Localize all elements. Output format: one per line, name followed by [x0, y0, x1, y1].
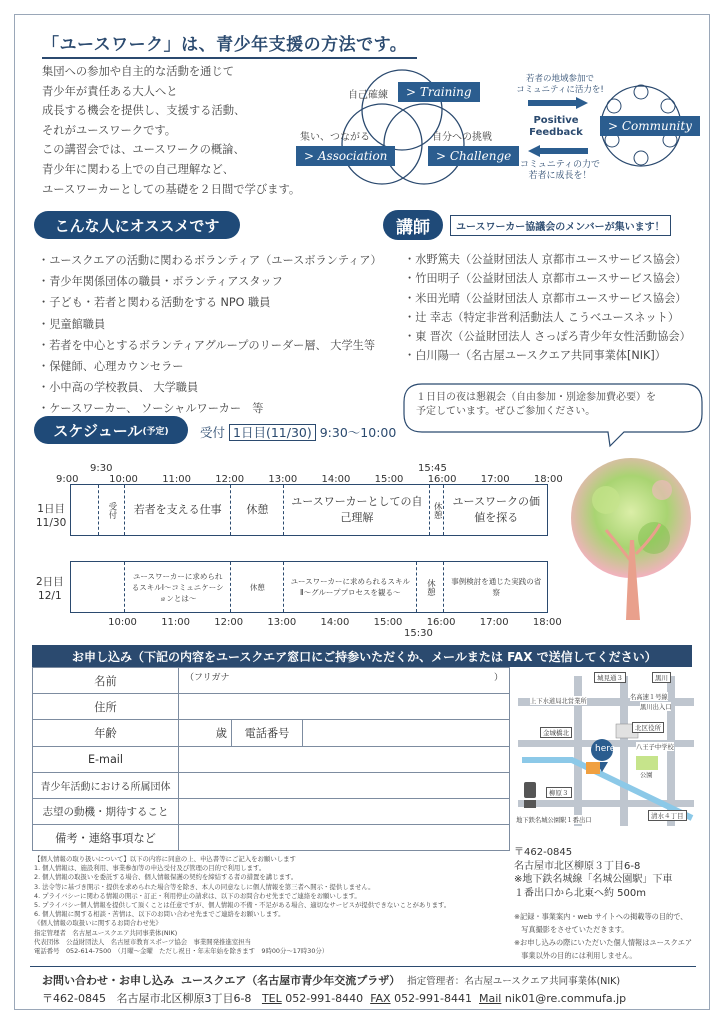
field-label-name: 名前 [33, 668, 179, 694]
address-field[interactable] [179, 694, 510, 720]
arrow-right-icon [528, 97, 588, 109]
time-tick-label: 13:00 [267, 617, 297, 628]
tree-illustration [566, 450, 696, 640]
schedule-cell: 受付 [98, 485, 125, 535]
time-tick-label: 17:00 [480, 474, 510, 485]
venn-label-challenge: 自分への挑戦 [432, 132, 492, 143]
list-item: ・水野篤夫（公益財団法人 京都市ユースサービス協会） [404, 253, 687, 266]
time-tick-label: 12:00 [214, 617, 244, 628]
notes-field[interactable] [179, 825, 510, 851]
list-item: ・東 晋次（公益財団法人 さっぽろ青少年女性活動協会） [404, 330, 691, 344]
time-mark: 15:30 [404, 628, 433, 639]
intro-line: この講習会では、ユースワークの概論、 [42, 143, 245, 157]
list-item: ・小中高の学校教員、 大学職員 [38, 381, 199, 395]
intro-line: それがユースワークです。 [42, 123, 177, 137]
field-label-address: 住所 [33, 694, 179, 720]
schedule-cell: 事例検討を通じた実践の省察 [443, 562, 549, 612]
tag-challenge: > Challenge [428, 146, 519, 166]
lecturer-badge: ユースワーカー協議会のメンバーが集います！ [450, 215, 671, 236]
age-phone-row [179, 720, 510, 747]
time-tick-label: 16:00 [427, 474, 457, 485]
tag-association: > Association [296, 146, 395, 166]
station-label: 北区役所 [632, 722, 664, 733]
intro-text [42, 62, 332, 199]
time-tick-label: 17:00 [479, 617, 509, 628]
list-item: ・子ども・若者と関わる活動をする NPO 職員 [38, 296, 271, 310]
venn-diagram [338, 60, 508, 190]
day1-label: 1日目 11/30 [36, 503, 67, 529]
time-tick-label: 10:00 [108, 617, 137, 628]
station-label: 清水４丁目 [648, 810, 687, 821]
list-item: ・ケースワーカー、 ソーシャルワーカー 等 [38, 402, 264, 416]
map-label: 八王子中学校 [636, 744, 674, 751]
list-item: ・保健師、心理カウンセラー [38, 360, 184, 374]
footer-line-1: お問い合わせ・お申し込み ユースクエア（名古屋市青少年交流プラザ） 指定管理者：名古屋ユースクエア共同事業体(NIK) [42, 974, 621, 987]
here-marker: here [595, 744, 616, 754]
time-tick-label: 15:00 [374, 474, 404, 485]
intro-line: 青少年が責任ある大人へと [42, 84, 178, 98]
list-item: ・青少年関係団体の職員・ボランティアスタッフ [38, 275, 283, 289]
tag-community: > Community [600, 116, 700, 136]
phone-field[interactable] [303, 720, 509, 746]
schedule-cell: 休憩 [230, 485, 283, 535]
schedule-cell: ユースワークの価値を探る [443, 485, 549, 535]
day1-row [70, 484, 548, 536]
positive-feedback: Positive Feedback [529, 115, 583, 138]
page-title: 「ユースワーク」は、青少年支援の方法です。 [42, 30, 407, 55]
map-label: 名高速１号線 [630, 694, 668, 701]
community-bottom-text: コミュニティの力で 若者に成長を！ [519, 160, 601, 181]
intro-line: 成長する機会を提供し、支援する活動、 [42, 104, 246, 118]
time-mark: 15:45 [418, 463, 447, 474]
arrow-left-icon [528, 145, 588, 157]
schedule-cell: 休憩 [416, 562, 443, 612]
field-label-phone: 電話番号 [232, 720, 303, 746]
time-tick-label: 9:00 [56, 474, 79, 485]
time-tick-label: 15:00 [373, 617, 403, 628]
venn-label-self: 自己確練 [348, 90, 388, 101]
schedule-cell: ユースワーカーとしての自己理解 [283, 485, 429, 535]
field-label-motive: 志望の動機・期待すること [33, 799, 179, 825]
email-link[interactable]: nik01@re.commufa.jp [504, 992, 627, 1005]
email-field[interactable] [179, 747, 510, 773]
org-field[interactable] [179, 773, 510, 799]
time-tick-label: 14:00 [320, 617, 350, 628]
station-label: 黒川 [652, 672, 671, 683]
list-item: ・ユースクエアの活動に関わるボランティア（ユースボランティア） [38, 254, 382, 267]
time-mark: 9:30 [90, 463, 113, 474]
schedule-cell: ユースワーカーに求められるスキルⅡ〜グループプロセスを観る〜 [283, 562, 416, 612]
field-label-email: E-mail [33, 747, 179, 773]
tag-training: > Training [398, 82, 480, 102]
lecturer-heading: 講師 [383, 210, 443, 240]
map-label: 黒川出入口 [640, 704, 672, 711]
form-header: お申し込み（下記の内容をユースクエア窓口にご持参いただくか、メールまたは FAX で送信してください） [32, 645, 692, 667]
field-label-org: 青少年活動における所属団体 [33, 773, 179, 799]
time-tick-label: 14:00 [321, 474, 351, 485]
time-tick-label: 18:00 [532, 617, 562, 628]
map-label: 公園 [640, 772, 653, 779]
list-item: ・若者を中心とするボランティアグループのリーダー層、 大学生等 [38, 338, 376, 352]
application-form [32, 667, 510, 851]
time-tick-label: 11:00 [161, 617, 191, 628]
map-label: 地下鉄名城公園駅１番出口 [516, 817, 592, 824]
intro-line: 青少年に関わる上での自己理解など、 [42, 162, 235, 176]
footer-divider [30, 966, 696, 967]
time-tick-label: 10:00 [109, 474, 138, 485]
schedule-cell: 休憩 [230, 562, 283, 612]
recommend-heading: こんな人にオススメです [34, 211, 240, 239]
name-field[interactable]: （フリガナ ） [179, 668, 510, 694]
intro-line: 集団への参加や自主的な活動を通じて [42, 65, 235, 78]
list-item: ・辻 幸志（特定非営利活動法人 こうべユースネット） [404, 310, 680, 324]
station-label: 城見通３ [594, 672, 626, 683]
intro-line: ユースワーカーとしての基礎を２日間で学びます。 [42, 182, 301, 196]
footer-line-2: 〒462-0845 名古屋市北区柳原3丁目6-8 TEL 052-991-8440 FAX 052-991-8441 Mail nik01@re.commufa.jp [42, 992, 627, 1005]
schedule-cell: 休憩 [429, 485, 442, 535]
notice-text: ※記録・事業案内・web サイトへの掲載等の目的で、 写真撮影をさせていただきます。 ※お申し込みの際にいただいた個人情報はユースクエア 事業以外の目的には利用しません。 [514, 912, 693, 960]
station-label: 柳原３ [546, 787, 572, 798]
time-tick-label: 11:00 [162, 474, 192, 485]
schedule-heading: スケジュール (予定) [34, 416, 188, 444]
recommend-list [38, 250, 382, 420]
list-item: ・白川陽一（名古屋ユースクエア共同事業体[NIK]） [404, 349, 666, 363]
time-tick-label: 18:00 [533, 474, 563, 485]
map-label: 上下水道局北営業所 [530, 698, 587, 705]
time-tick-label: 16:00 [426, 617, 456, 628]
age-field[interactable]: 歳 [179, 720, 232, 746]
community-top-text: 若者の地域参加で コミュニティに活力を! [516, 74, 604, 95]
party-note: １日目の夜は懇親会（自由参加・別途参加費必要）を 予定しています。ぜひご参加ください。 [416, 392, 656, 417]
schedule-cell: 若者を支える仕事 [124, 485, 230, 535]
venn-label-connect: 集い、つながる [300, 132, 370, 143]
list-item: ・竹田明子（公益財団法人 京都市ユースサービス協会） [404, 272, 687, 286]
list-item: ・児童館職員 [38, 317, 106, 331]
time-tick-label: 13:00 [268, 474, 298, 485]
field-label-notes: 備考・連絡事項など [33, 825, 179, 851]
motive-field[interactable] [179, 799, 510, 825]
address-block: 〒462-0845 名古屋市北区柳原３丁目6-8 ※地下鉄名城線「名城公園駅」下車 １番出口から北東へ約 500m [514, 847, 673, 899]
time-tick-label: 12:00 [215, 474, 245, 485]
list-item: ・米田光晴（公益財団法人 京都市ユースサービス協会） [404, 291, 687, 305]
station-label: 金城橋北 [540, 727, 572, 738]
reception-info: 受付 1日目(11/30) 9:30〜10:00 [200, 425, 397, 440]
field-label-age: 年齢 [33, 720, 179, 747]
day2-label: 2日目 12/1 [36, 576, 64, 602]
privacy-text: 【個人情報の取り扱いについて】以下の内容に同意の上、申込書等にご記入をお願いします 1. 個人情報は、施設利用、事業参加等の申込受付及び管理の目的で利用します。 2. 個人情報の取扱いを委託する場合、個人情報保護の契約を締結する者の措置を講じます。 3. 法令等に基づき開示・提供を求められた場合等を除き、本人の同意なしに個人情報を第三者へ開示・提供しません。 4. プライバシーに関わる情報の開示・訂正・利用停止の請求は、以下のお問合わせ先までご連絡をお願いします。 5. プライバシー個人情報を提供して頂くことは任意ですが、個人情報の不備・不足がある場合、適切なサービスが提供できないことがあります。 6. 個人情報に関する相談・苦情は、以下のお問い合わせ先までご連絡をお願いします。 《個人情報の取扱いに関するお問合わせ先》 指定管理者 名古屋ユースクエア共同事業体(NIK) 代表団体 公益財団法人 名古屋市教育スポーツ協会 事業開発推進室担当 電話番号 052-614-7500 （月曜〜金曜 ただし祝日・年末年始を除きます 9時00分〜17時30分） [34, 855, 451, 956]
day2-row [70, 561, 548, 613]
schedule-cell: ユースワーカーに求められるスキルⅠ〜コミュニケーションとは〜 [124, 562, 230, 612]
lecturer-list [404, 250, 691, 366]
